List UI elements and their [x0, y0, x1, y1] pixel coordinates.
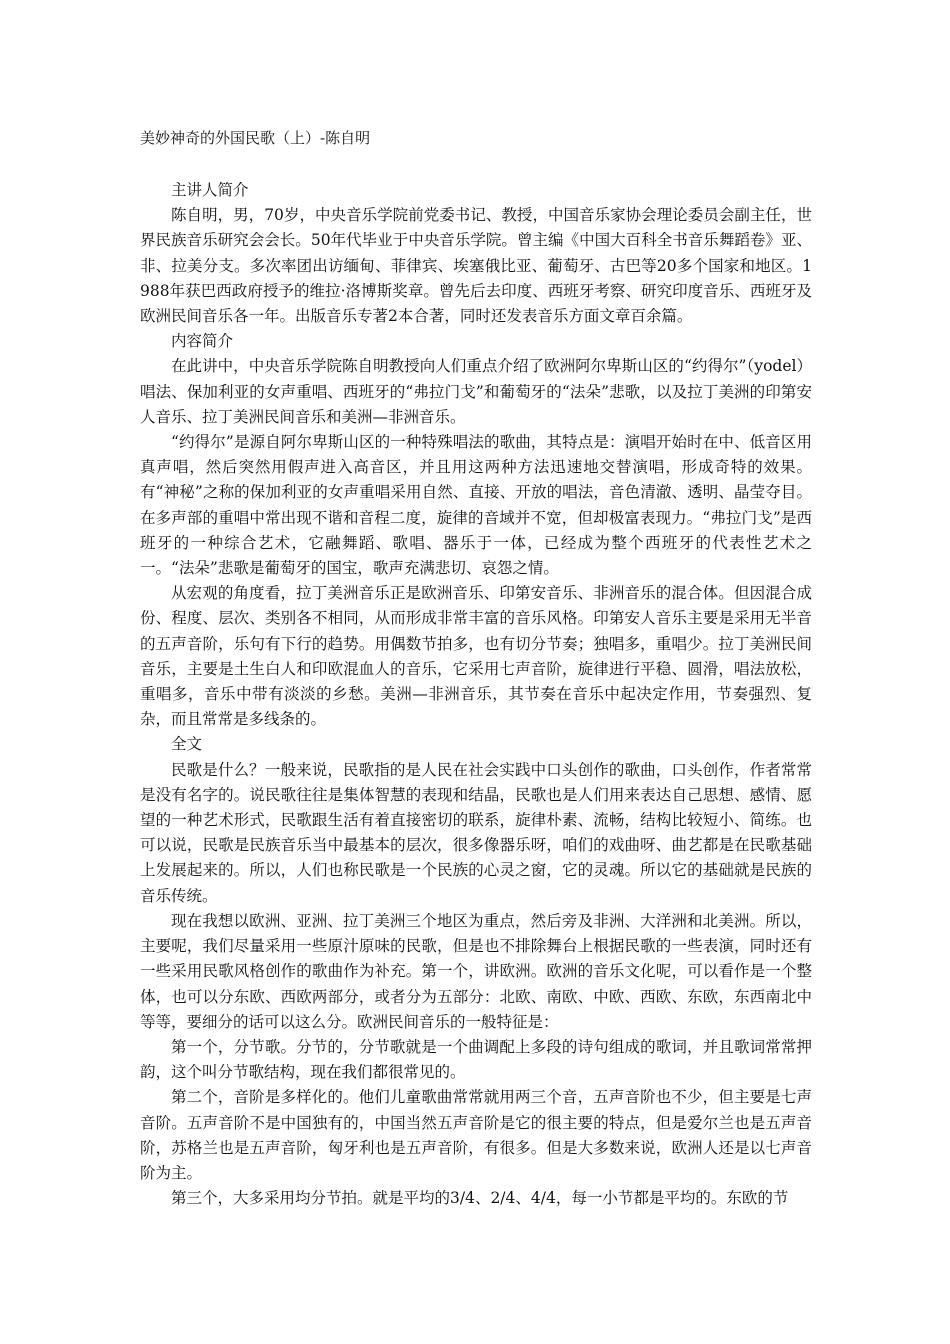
summary-heading: 内容简介 — [171, 332, 234, 351]
summary-paragraph: 从宏观的角度看，拉丁美洲音乐正是欧洲音乐、印第安音乐、非洲音乐的混合体。但因混合成份、程度、层次、类别各不相同，从而形成非常丰富的音乐风格。印第安人音乐主要是采用无半音的五声音阶，乐句有下行的趋势。用偶数节拍多，也有切分节奏；独唱多，重唱少。拉丁美洲民间音乐，主要是土生白人和印欧混血人的音乐，它采用七声音阶，旋律进行平稳、圆滑，唱法放松，重唱多，音乐中带有淡淡的乡愁。美洲—非洲音乐，其节奏在音乐中起决定作用，节奏强烈、复杂，而且常常是多线条的。 — [140, 584, 812, 729]
fulltext-paragraph: 第三个，大多采用均分节拍。就是平均的3/4、2/4、4/4，每一小节都是平均的。东欧的节 — [171, 1189, 789, 1208]
document-title: 美妙神奇的外国民歌（上）-陈自明 — [140, 129, 371, 147]
summary-paragraph: 在此讲中，中央音乐学院陈自明教授向人们重点介绍了欧洲阿尔卑斯山区的“约得尔”（yodel）唱法、保加利亚的女声重唱、西班牙的“弗拉门戈”和葡萄牙的“法朵”悲歌，以及拉丁美洲的印第安人音乐、拉丁美洲民间音乐和美洲—非洲音乐。 — [140, 357, 812, 426]
document-body — [140, 178, 812, 1211]
fulltext-paragraph: 第一个，分节歌。分节的，分节歌就是一个曲调配上多段的诗句组成的歌词，并且歌词常常押韵，这个叫分节歌结构，现在我们都很常见的。 — [140, 1037, 812, 1082]
fulltext-paragraph: 第二个，音阶是多样化的。他们儿童歌曲常常就用两三个音，五声音阶也不少，但主要是七声音阶。五声音阶不是中国独有的，中国当然五声音阶是它的很主要的特点，但是爱尔兰也是五声音阶，苏格兰也是五声音阶，匈牙利也是五声音阶，有很多。但是大多数来说，欧洲人还是以七声音阶为主。 — [140, 1088, 812, 1182]
fulltext-heading: 全文 — [171, 735, 203, 754]
fulltext-paragraph: 民歌是什么？一般来说，民歌指的是人民在社会实践中口头创作的歌曲，口头创作，作者常常是没有名字的。说民歌往往是集体智慧的表现和结晶，民歌也是人们用来表达自己思想、感情、愿望的一种艺术形式，民歌跟生活有着直接密切的联系，旋律朴素、流畅，结构比较短小、简练。也可以说，民歌是民族音乐当中最基本的层次，很多像器乐呀，咱们的戏曲呀、曲艺都是在民歌基础上发展起来的。所以，人们也称民歌是一个民族的心灵之窗，它的灵魂。所以它的基础就是民族的音乐传统。 — [140, 760, 812, 905]
summary-paragraph: “约得尔”是源自阿尔卑斯山区的一种特殊唱法的歌曲，其特点是：演唱开始时在中、低音区用真声唱，然后突然用假声进入高音区，并且用这两种方法迅速地交替演唱，形成奇特的效果。有“神秘”之称的保加利亚的女声重唱采用自然、直接、开放的唱法，音色清澈、透明、晶莹夺目。在多声部的重唱中常出现不谐和音程二度，旋律的音域并不宽，但却极富表现力。“弗拉门戈”是西班牙的一种综合艺术，它融舞蹈、歌唱、器乐于一体，已经成为整个西班牙的代表性艺术之一。“法朵”悲歌是葡萄牙的国宝，歌声充满悲切、哀怨之情。 — [140, 433, 812, 578]
fulltext-paragraph: 现在我想以欧洲、亚洲、拉丁美洲三个地区为重点，然后旁及非洲、大洋洲和北美洲。所以，主要呢，我们尽量采用一些原汁原味的民歌，但是也不排除舞台上根据民歌的一些表演，同时还有一些采用民歌风格创作的歌曲作为补充。第一个，讲欧洲。欧洲的音乐文化呢，可以看作是一个整体，也可以分东欧、西欧两部分，或者分为五部分：北欧、南欧、中欧、西欧、东欧，东西南北中等等，要细分的话可以这么分。欧洲民间音乐的一般特征是： — [140, 911, 812, 1031]
speaker-bio-paragraph: 陈自明，男，70岁，中央音乐学院前党委书记、教授，中国音乐家协会理论委员会副主任，世界民族音乐研究会会长。50年代毕业于中央音乐学院。曾主编《中国大百科全书音乐舞蹈卷》亚、非、拉美分支。多次率团出访缅甸、菲律宾、埃塞俄比亚、葡萄牙、古巴等20多个国家和地区。1988年获巴西政府授予的维拉·洛博斯奖章。曾先后去印度、西班牙考察、研究印度音乐、西班牙及欧洲民间音乐各一年。出版音乐专著2本合著，同时还发表音乐方面文章百余篇。 — [140, 206, 812, 326]
speaker-heading: 主讲人简介 — [171, 181, 249, 199]
